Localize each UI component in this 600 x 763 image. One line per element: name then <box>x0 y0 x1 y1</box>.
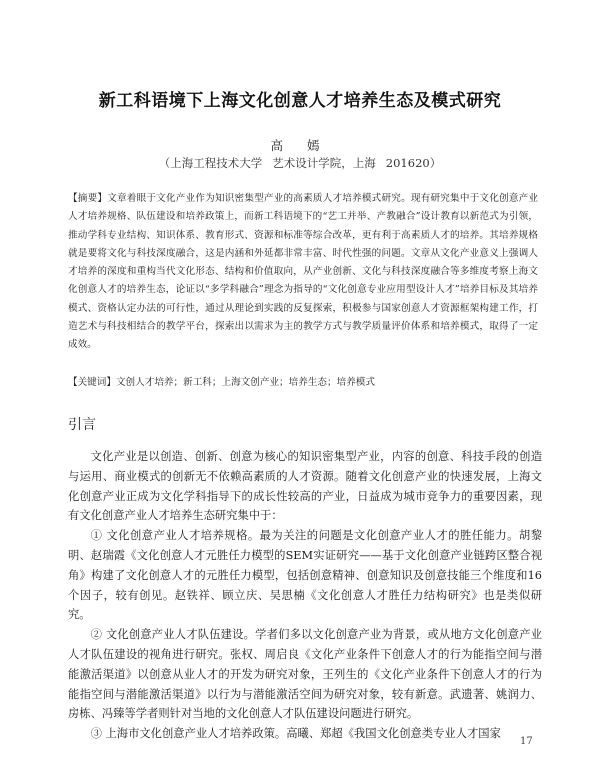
affiliation-postcode: 201620） <box>385 156 442 170</box>
affiliation-institution: （上海工程技术大学 <box>158 156 263 170</box>
keywords-text: 文创人才培养；新工科；上海文创产业；培养生态；培养模式 <box>115 377 375 388</box>
page-number: 17 <box>520 736 533 747</box>
paragraph: 文化产业是以创造、创新、创意为核心的知识密集型产业，内容的创意、科技手段的创造与运用、商业模式的创新无不依赖高素质的人才资源。随着文化创意产业的快速发展，上海文化创意产业正成为文化学科指导下的成长性较高的产业，日益成为城市竞争力的重要因素，现有文化创意产业人才培养生态研究集中于： <box>68 450 542 523</box>
abstract <box>68 190 538 355</box>
paragraph: ② 文化创意产业人才队伍建设。学者们多以文化创意产业为背景，或从地方文化创意产业人才队伍建设的视角进行研究。张权、周启良《文化产业条件下创意人才的行为能指空间与潜能激活渠道》以创意从业人才的开发为研究对象，王列生的《文化产业条件下创意人才的行为能指空间与潜能激活渠道》以行为与潜能激活空间为研究对象，较有新意。武遗著、姚润力、房栋、冯臻等学者则针对当地的文化创意人才队伍建设问题进行研究。 <box>68 628 542 721</box>
body-text <box>68 447 542 744</box>
paper-title: 新工科语境下上海文化创意人才培养生态及模式研究 <box>98 91 502 111</box>
abstract-text: 文章着眼于文化产业作为知识密集型产业的高素质人才培养模式研究。现有研究集中于文化创意产业人才培养规格、队伍建设和培养政策上，而新工科语境下的“艺工并举、产教融合”设计教育以新范式为引领，推动学科专业结构、知识体系、教育形式、资源和标准等综合改革，更有利于高素质人才的培养。其培养规格就是要将文化与科技深度融合，这是内涵和外延都非常丰富、时代性强的问题。文章从文化产业意义上强调人才培养的深度和重构当代文化形态、结构和价值取向，从产业创新、文化与科技深度融合等多维度考察上海文化创意人才的培养生态，论证以“多学科融合”理念为指导的“文化创意专业应用型设计人才”培养目标及其培养模式、资格认定办法的可行性，通过从理论到实践的反复探索，积极参与国家创意人才资源框架构建工作，打造艺术与科技相结合的教学平台，探索出以需求为主的教学方式与教学质量评价体系和培养模式，取得了一定成效。 <box>68 193 539 351</box>
keywords <box>68 374 538 392</box>
section-heading: 引言 <box>68 417 96 433</box>
keywords-label: 【关键词】 <box>68 377 116 388</box>
affiliation <box>0 155 600 171</box>
affiliation-department: 艺术设计学院，上海 <box>272 156 376 170</box>
paragraph: ① 文化创意产业人才培养规格。最为关注的问题是文化创意产业人才的胜任能力。胡黎明、赵瑞霞《文化创意人才元胜任力模型的SEM实证研究——基于文化创意产业链跨区整合视角》构建了文化创意人才的元胜任力模型，包括创意精神、创意知识及创意技能三个维度和16个因子，较有创见。赵铁祥、顾立庆、吴思楠《文化创意人才胜任力结构研究》也是类似研究。 <box>68 529 542 622</box>
paragraph: ③ 上海市文化创意产业人才培养政策。高曦、郑超《我国文化创意类专业人才国家 <box>90 727 501 741</box>
author-name: 高 嫣 <box>270 138 330 153</box>
abstract-label: 【摘要】 <box>68 193 108 204</box>
